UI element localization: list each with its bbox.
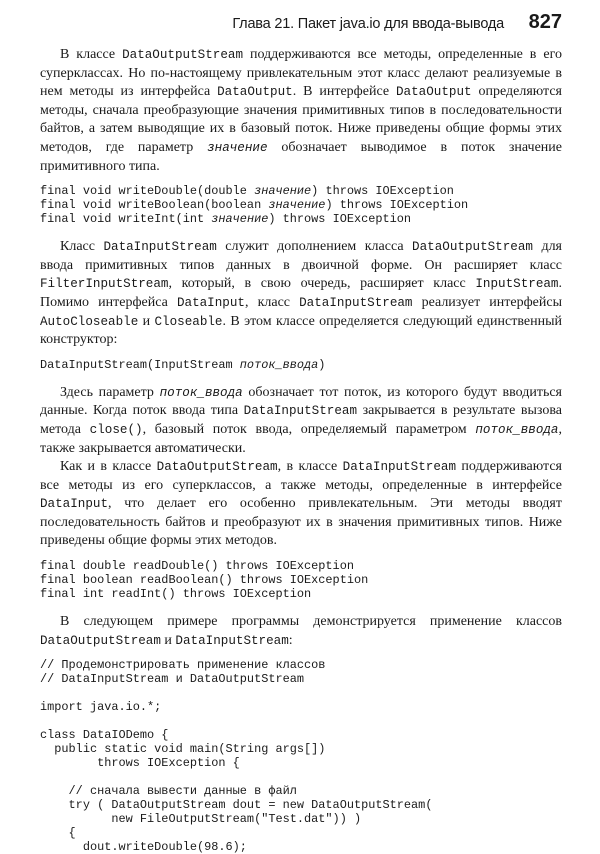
code-term: AutoCloseable	[40, 314, 139, 329]
code-term: DataInputStream	[175, 633, 289, 648]
code-param: поток_ввода	[475, 422, 559, 437]
code-term: DataOutputStream	[412, 240, 533, 255]
code-term: DataInput	[40, 497, 109, 512]
code-term: DataInputStream	[342, 460, 457, 475]
code-line: try ( DataOutputStream dout = new DataOutputStream(	[40, 798, 433, 813]
code-term: DataInputStream	[243, 404, 358, 419]
code-line: // DataInputStream и DataOutputStream	[40, 672, 305, 687]
code-line: throws IOException {	[40, 756, 240, 771]
code-line: {	[40, 826, 76, 841]
paragraph-2: Класс DataInputStream служит дополнением класса DataOutputStream для ввода примитивных типов данных в двоичной форме. Он расширяет класс FilterInputStream, который, в свою очередь, расширяет класс InputStream. Помимо интерфейса DataInput, класс DataInputStream реализует интерфейсы AutoCloseable и Closeable. В этом классе определяется следующий единственный конструктор:	[40, 239, 562, 348]
paragraph-1	[40, 46, 562, 176]
code-block-read-methods	[40, 559, 562, 601]
code-line: final void writeBoolean(boolean значение) throws IOException	[40, 198, 469, 213]
code-line: public static void main(String args[])	[40, 742, 326, 757]
code-line: import java.io.*;	[40, 700, 162, 715]
code-term: DataOutput	[217, 85, 293, 100]
code-term: DataOutputStream	[40, 633, 161, 648]
code-term: DataInput	[176, 295, 245, 310]
code-line: // Продемонстрировать применение классов	[40, 658, 326, 673]
code-block-write-methods	[40, 184, 562, 226]
code-term: DataOutputStream	[156, 460, 278, 475]
text: обозначает выводимое в поток значение примитивного типа.	[40, 139, 562, 174]
code-term: close()	[89, 422, 143, 437]
code-listing-dataiodemo	[40, 658, 562, 854]
code-line: final int readInt() throws IOException	[40, 587, 312, 602]
code-line: final void writeInt(int значение) throws IOException	[40, 212, 412, 227]
paragraph-3: Здесь параметр поток_ввода обозначает тот поток, из которого будут вводиться данные. Когда поток ввода типа DataInputStream закрывается в результате вызова метода close(), базовый поток ввода, определяемый параметром поток_ввода, также закрывается автоматически.	[40, 384, 562, 456]
code-param: поток_ввода	[159, 385, 243, 400]
code-param: значение	[207, 140, 268, 155]
code-term: DataOutputStream	[122, 48, 243, 62]
code-term: DataInputStream	[299, 295, 413, 310]
text: определяются методы, сначала преобразующие значения примитивных типов в последовательности байтов, а затем выводящие их в базовый поток. Ниже приведены общие формы этих методов, где параметр	[40, 84, 562, 155]
code-term: FilterInputStream	[40, 277, 169, 292]
code-line: class DataIODemo {	[40, 728, 169, 743]
text: В классе	[60, 47, 123, 62]
code-block-constructor: DataInputStream(InputStream поток_ввода)	[40, 357, 326, 372]
code-line: // сначала вывести данные в файл	[40, 784, 297, 799]
paragraph-5: В следующем примере программы демонстрируется применение классов DataOutputStream и DataInputStream:	[40, 614, 562, 648]
chapter-title: Глава 21. Пакет java.io для ввода-вывода	[232, 16, 504, 32]
code-line: final boolean readBoolean() throws IOException	[40, 573, 369, 588]
text: . В интерфейсе	[292, 84, 396, 100]
code-line: final void writeDouble(double значение) throws IOException	[40, 184, 454, 199]
code-term: InputStream	[475, 277, 559, 292]
page-content	[40, 46, 562, 854]
code-term: Closeable	[154, 314, 223, 329]
code-line: new FileOutputStream("Test.dat")) )	[40, 812, 362, 827]
code-line: final double readDouble() throws IOException	[40, 559, 354, 574]
text: поддерживаются все методы, определенные в его суперклассах. Но по-настоящему привлекательным этот класс делают реализуемые в нем методы из интерфейса	[40, 47, 562, 100]
page-number: 827	[528, 11, 562, 33]
code-term: DataOutput	[395, 85, 472, 100]
paragraph-4: Как и в классе DataOutputStream, в классе DataInputStream поддерживаются все методы из его суперклассов, а также методы, определенные в интерфейсе DataInput, что делает его особенно привлекательным. Эти методы вводят последовательность байтов и преобразуют их в значения примитивных типов. Ниже приведены общие формы этих методов.	[40, 459, 562, 549]
code-line: dout.writeDouble(98.6);	[40, 840, 247, 854]
code-term: DataInputStream	[103, 240, 217, 255]
running-header	[40, 10, 562, 40]
